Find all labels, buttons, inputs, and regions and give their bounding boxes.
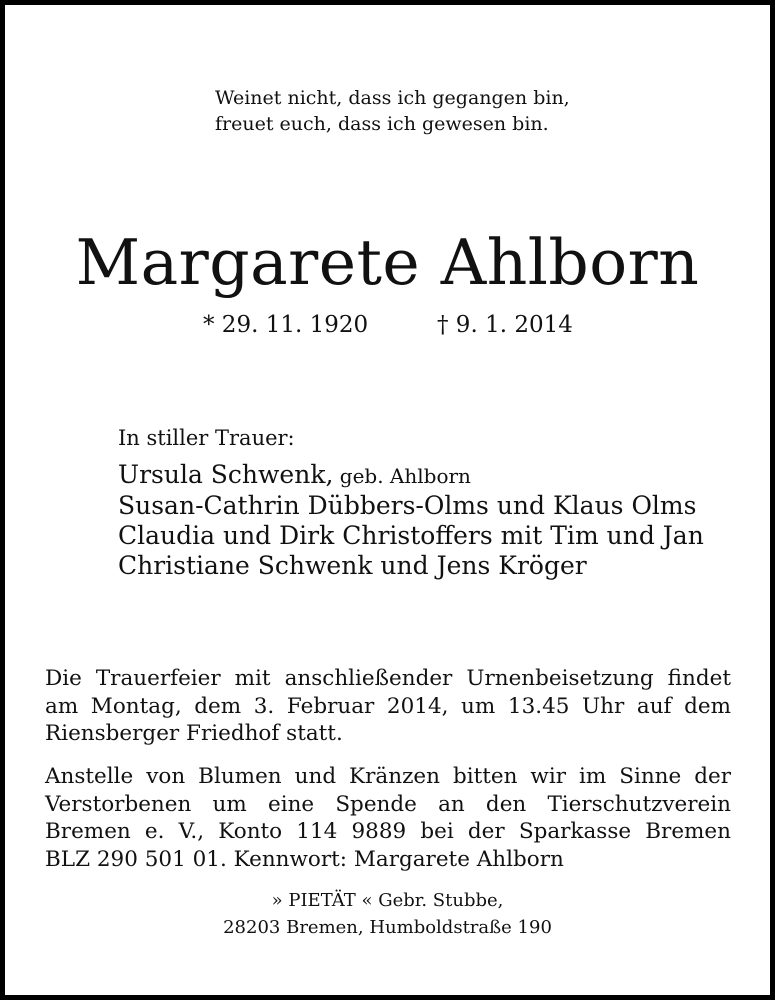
mourner-row (118, 460, 704, 491)
mourner-note: geb. Ahlborn (333, 464, 471, 488)
mourner-name: Ursula Schwenk, (118, 460, 334, 489)
paragraph-line: Die Trauerfeier mit anschließender Urnenbeisetzung findet (45, 666, 731, 691)
mourner-row: Susan-Cathrin Dübbers-Olms und Klaus Olms (118, 491, 697, 520)
paragraph-line: Bremen e. V., Konto 114 9889 bei der Sparkasse Bremen (45, 819, 731, 844)
quote-line: Weinet nicht, dass ich gegangen bin, (215, 87, 570, 109)
undertaker-name: » PIETÄT « Gebr. Stubbe, (271, 890, 504, 911)
memorial-quote (5, 85, 770, 137)
donation-paragraph (45, 763, 731, 873)
birth-date: * 29. 11. 1920 (203, 312, 369, 338)
deceased-name: Margarete Ahlborn (75, 226, 700, 299)
mourner-row: Christiane Schwenk und Jens Kröger (118, 551, 587, 580)
paragraph-line: Riensberger Friedhof statt. (45, 721, 343, 746)
mourning-intro: In stiller Trauer: (118, 426, 295, 450)
mourner-row: Claudia und Dirk Christoffers mit Tim und Jan (118, 521, 704, 550)
paragraph-line: Anstelle von Blumen und Kränzen bitten wir im Sinne der (45, 764, 731, 789)
undertaker-info (5, 887, 770, 941)
death-date: † 9. 1. 2014 (437, 312, 573, 338)
paragraph-line: Verstorbenen um eine Spende an den Tierschutzverein (45, 791, 731, 817)
paragraph-line: BLZ 290 501 01. Kennwort: Margarete Ahlborn (45, 846, 564, 872)
undertaker-address: 28203 Bremen, Humboldstraße 190 (223, 917, 552, 938)
paragraph-line: am Montag, dem 3. Februar 2014, um 13.45 Uhr auf dem (45, 693, 731, 719)
mourner-list (118, 460, 704, 581)
quote-line: freuet euch, dass ich gewesen bin. (215, 113, 549, 135)
ceremony-paragraph (45, 665, 731, 748)
